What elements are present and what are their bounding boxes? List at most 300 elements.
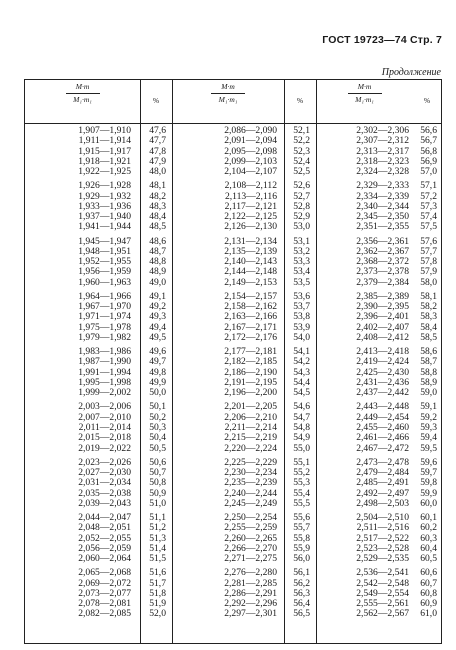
row-group: [175, 402, 277, 453]
percent-cell: 56,1: [293, 567, 310, 579]
ratio-range-cell: 2,069—2,072: [78, 577, 131, 589]
percent-cell: 49,8: [149, 366, 166, 378]
percent-cell: 53,5: [293, 276, 310, 288]
ratio-range-cell: 1,956—1,959: [78, 266, 131, 278]
percent-cell: 59,7: [420, 466, 437, 478]
ratio-range-cell: 1,952—1,955: [78, 256, 131, 268]
ratio-range-cell: 2,555—2,561: [356, 598, 409, 610]
percent-cell: 50,6: [149, 456, 166, 468]
ratio-range-cell: 2,048—2,051: [78, 522, 131, 534]
percent-header: %: [423, 96, 431, 105]
percent-cell: 56,9: [420, 155, 437, 167]
ratio-range-cell: 2,019—2,022: [78, 442, 131, 454]
row-group: [284, 568, 310, 619]
row-group: [319, 458, 409, 509]
ratio-range-cell: 2,144—2,148: [224, 266, 277, 278]
percent-cell: 48,3: [149, 200, 166, 212]
ratio-range-cell: 2,073—2,077: [78, 587, 131, 599]
header-divider: [25, 123, 441, 124]
ratio-header-top: M·m: [221, 82, 235, 91]
percent-column: [284, 126, 310, 624]
percent-cell: 54,6: [293, 401, 310, 413]
ratio-range-cell: 2,498—2,503: [356, 497, 409, 509]
percent-cell: 52,3: [293, 145, 310, 157]
row-group: [140, 568, 166, 619]
row-group: [175, 513, 277, 564]
ratio-range-cell: 2,467—2,472: [356, 442, 409, 454]
ratio-range-cell: 2,104—2,107: [224, 166, 277, 178]
percent-cell: 48,8: [149, 256, 166, 268]
row-group: [175, 126, 277, 177]
ratio-range-cell: 2,220—2,224: [224, 442, 277, 454]
ratio-range-cell: 2,368—2,372: [356, 256, 409, 268]
row-group: [319, 568, 409, 619]
percent-cell: 55,8: [293, 532, 310, 544]
range-column: [175, 126, 277, 624]
row-group: [140, 181, 166, 232]
ratio-range-cell: 2,158—2,162: [224, 301, 277, 313]
ratio-range-cell: 1,926—1,928: [78, 180, 131, 192]
percent-cell: 49,2: [149, 301, 166, 313]
percent-cell: 57,5: [420, 221, 437, 233]
row-group: [140, 347, 166, 398]
ratio-range-cell: 2,206—2,210: [224, 411, 277, 423]
row-group: [140, 402, 166, 453]
ratio-range-cell: 2,131—2,134: [224, 235, 277, 247]
percent-cell: 56,7: [420, 135, 437, 147]
ratio-range-cell: 1,907—1,910: [78, 125, 131, 136]
ratio-range-cell: 2,408—2,412: [356, 332, 409, 344]
percent-cell: 53,7: [293, 301, 310, 313]
row-group: [27, 458, 131, 509]
ratio-range-cell: 1,948—1,951: [78, 245, 131, 257]
row-group: [27, 568, 131, 619]
percent-cell: 50,2: [149, 411, 166, 423]
column-divider: [172, 80, 173, 643]
row-group: [175, 568, 277, 619]
ratio-range-cell: 2,182—2,185: [224, 356, 277, 368]
row-group: [413, 181, 437, 232]
percent-cell: 59,2: [420, 411, 437, 423]
percent-cell: 51,9: [149, 598, 166, 610]
percent-cell: 53,1: [293, 235, 310, 247]
percent-cell: 56,2: [293, 577, 310, 589]
percent-header: %: [152, 96, 160, 105]
ratio-range-cell: 2,140—2,143: [224, 256, 277, 268]
percent-cell: 55,6: [293, 511, 310, 523]
row-group: [413, 347, 437, 398]
row-group: [27, 181, 131, 232]
percent-cell: 57,0: [420, 166, 437, 178]
ratio-header: [172, 83, 284, 103]
percent-cell: 53,9: [293, 321, 310, 333]
percent-cell: 50,5: [149, 442, 166, 454]
row-group: [284, 126, 310, 177]
ratio-range-cell: 2,271—2,275: [224, 553, 277, 565]
ratio-range-cell: 2,479—2,484: [356, 466, 409, 478]
ratio-range-cell: 2,201—2,205: [224, 401, 277, 413]
percent-cell: 53,3: [293, 256, 310, 268]
percent-cell: 60,7: [420, 577, 437, 589]
percent-cell: 56,5: [293, 608, 310, 620]
ratio-range-cell: 1,983—1,986: [78, 346, 131, 358]
ratio-range-cell: 1,964—1,966: [78, 290, 131, 302]
percent-cell: 48,2: [149, 190, 166, 202]
ratio-range-cell: 2,542—2,548: [356, 577, 409, 589]
percent-cell: 58,2: [420, 301, 437, 313]
percent-cell: 55,0: [293, 442, 310, 454]
percent-cell: 49,3: [149, 311, 166, 323]
ratio-range-cell: 2,099—2,103: [224, 155, 277, 167]
ratio-range-cell: 2,039—2,043: [78, 497, 131, 509]
percent-cell: 52,9: [293, 211, 310, 223]
row-group: [319, 126, 409, 177]
row-group: [175, 347, 277, 398]
ratio-range-cell: 2,154—2,157: [224, 290, 277, 302]
ratio-range-cell: 2,211—2,214: [224, 422, 277, 433]
percent-cell: 52,5: [293, 166, 310, 178]
ratio-range-cell: 1,991—1,994: [78, 366, 131, 378]
percent-cell: 53,8: [293, 311, 310, 323]
ratio-range-cell: 2,419—2,424: [356, 356, 409, 368]
percent-cell: 58,0: [420, 276, 437, 288]
ratio-range-cell: 2,523—2,528: [356, 542, 409, 554]
ratio-range-cell: 2,297—2,301: [224, 608, 277, 620]
percent-cell: 58,3: [420, 311, 437, 323]
ratio-range-cell: 2,281—2,285: [224, 577, 277, 589]
ratio-range-cell: 2,035—2,038: [78, 487, 131, 499]
percent-header: %: [296, 96, 304, 105]
percent-cell: 58,7: [420, 356, 437, 368]
ratio-range-cell: 2,245—2,249: [224, 497, 277, 509]
ratio-range-cell: 2,225—2,229: [224, 456, 277, 468]
ratio-range-cell: 2,302—2,306: [356, 125, 409, 136]
row-group: [27, 402, 131, 453]
percent-cell: 57,9: [420, 266, 437, 278]
ratio-range-cell: 1,967—1,970: [78, 301, 131, 313]
ratio-range-cell: 2,122—2,125: [224, 211, 277, 223]
percent-cell: 54,4: [293, 377, 310, 389]
ratio-range-cell: 1,995—1,998: [78, 377, 131, 389]
ratio-range-cell: 2,373—2,378: [356, 266, 409, 278]
conversion-table: [24, 79, 442, 644]
percent-cell: 50,9: [149, 487, 166, 499]
ratio-range-cell: 2,015—2,018: [78, 432, 131, 444]
percent-cell: 52,8: [293, 200, 310, 212]
percent-cell: 57,4: [420, 211, 437, 223]
percent-cell: 60,4: [420, 542, 437, 554]
range-column: [27, 126, 131, 624]
percent-cell: 57,1: [420, 180, 437, 192]
ratio-range-cell: 1,918—1,921: [78, 155, 131, 167]
percent-cell: 48,1: [149, 180, 166, 192]
percent-cell: 60,6: [420, 567, 437, 579]
percent-cell: 59,6: [420, 456, 437, 468]
row-group: [319, 513, 409, 564]
ratio-range-cell: 2,443—2,448: [356, 401, 409, 413]
ratio-range-cell: 2,126—2,130: [224, 221, 277, 233]
ratio-range-cell: 2,449—2,454: [356, 411, 409, 423]
continuation-label: Продолжение: [381, 67, 441, 78]
percent-cell: 54,0: [293, 332, 310, 344]
percent-cell: 58,4: [420, 321, 437, 333]
percent-cell: 50,3: [149, 422, 166, 433]
row-group: [284, 402, 310, 453]
row-group: [413, 513, 437, 564]
ratio-range-cell: 2,255—2,259: [224, 522, 277, 534]
ratio-range-cell: 2,504—2,510: [356, 511, 409, 523]
percent-cell: 49,5: [149, 332, 166, 344]
percent-cell: 59,0: [420, 387, 437, 399]
percent-cell: 50,8: [149, 477, 166, 489]
ratio-range-cell: 2,196—2,200: [224, 387, 277, 399]
ratio-range-cell: 2,413—2,418: [356, 346, 409, 358]
ratio-range-cell: 2,286—2,291: [224, 587, 277, 599]
row-group: [175, 458, 277, 509]
percent-cell: 58,6: [420, 346, 437, 358]
ratio-range-cell: 2,260—2,265: [224, 532, 277, 544]
percent-cell: 56,8: [420, 145, 437, 157]
percent-cell: 56,6: [420, 125, 437, 136]
percent-cell: 58,9: [420, 377, 437, 389]
percent-cell: 54,9: [293, 432, 310, 444]
percent-cell: 48,5: [149, 221, 166, 233]
ratio-range-cell: 2,163—2,166: [224, 311, 277, 323]
ratio-range-cell: 2,356—2,361: [356, 235, 409, 247]
ratio-range-cell: 2,307—2,312: [356, 135, 409, 147]
percent-cell: 50,7: [149, 466, 166, 478]
percent-cell: 47,7: [149, 135, 166, 147]
ratio-header: [316, 83, 413, 103]
percent-cell: 61,0: [420, 608, 437, 620]
percent-cell: 49,6: [149, 346, 166, 358]
ratio-range-cell: 1,915—1,917: [78, 145, 131, 157]
row-group: [319, 402, 409, 453]
percent-cell: 55,1: [293, 456, 310, 468]
percent-cell: 51,7: [149, 577, 166, 589]
ratio-range-cell: 2,023—2,026: [78, 456, 131, 468]
row-group: [413, 458, 437, 509]
row-group: [140, 292, 166, 343]
ratio-range-cell: 2,086—2,090: [224, 125, 277, 136]
ratio-range-cell: 2,240—2,244: [224, 487, 277, 499]
percent-cell: 52,6: [293, 180, 310, 192]
ratio-range-cell: 2,362—2,367: [356, 245, 409, 257]
document-header: ГОСТ 19723—74 Стр. 7: [322, 34, 442, 46]
ratio-range-cell: 2,215—2,219: [224, 432, 277, 444]
percent-cell: 57,7: [420, 245, 437, 257]
percent-cell: 54,5: [293, 387, 310, 399]
row-group: [175, 292, 277, 343]
ratio-range-cell: 1,937—1,940: [78, 211, 131, 223]
percent-cell: 47,9: [149, 155, 166, 167]
percent-cell: 51,1: [149, 511, 166, 523]
ratio-range-cell: 2,485—2,491: [356, 477, 409, 489]
percent-cell: 57,3: [420, 200, 437, 212]
ratio-range-cell: 2,318—2,323: [356, 155, 409, 167]
ratio-range-cell: 2,425—2,430: [356, 366, 409, 378]
ratio-range-cell: 2,461—2,466: [356, 432, 409, 444]
row-group: [284, 181, 310, 232]
percent-cell: 55,3: [293, 477, 310, 489]
row-group: [284, 292, 310, 343]
row-group: [284, 458, 310, 509]
ratio-range-cell: 2,492—2,497: [356, 487, 409, 499]
ratio-range-cell: 2,060—2,064: [78, 553, 131, 565]
ratio-range-cell: 2,549—2,554: [356, 587, 409, 599]
percent-cell: 50,4: [149, 432, 166, 444]
row-group: [140, 458, 166, 509]
percent-cell: 59,4: [420, 432, 437, 444]
ratio-range-cell: 2,351—2,355: [356, 221, 409, 233]
ratio-range-cell: 2,345—2,350: [356, 211, 409, 223]
ratio-range-cell: 2,172—2,176: [224, 332, 277, 344]
ratio-range-cell: 2,191—2,195: [224, 377, 277, 389]
ratio-range-cell: 2,186—2,190: [224, 366, 277, 378]
ratio-range-cell: 2,562—2,567: [356, 608, 409, 620]
percent-cell: 55,7: [293, 522, 310, 534]
ratio-range-cell: 1,933—1,936: [78, 200, 131, 212]
ratio-range-cell: 1,971—1,974: [78, 311, 131, 323]
ratio-range-cell: 1,922—1,925: [78, 166, 131, 178]
ratio-range-cell: 2,091—2,094: [224, 135, 277, 147]
percent-cell: 47,8: [149, 145, 166, 157]
percent-cell: 60,3: [420, 532, 437, 544]
percent-cell: 55,9: [293, 542, 310, 554]
ratio-range-cell: 2,334—2,339: [356, 190, 409, 202]
ratio-range-cell: 1,979—1,982: [78, 332, 131, 344]
ratio-range-cell: 2,113—2,116: [224, 190, 277, 202]
ratio-range-cell: 1,999—2,002: [78, 387, 131, 399]
ratio-range-cell: 2,379—2,384: [356, 276, 409, 288]
percent-cell: 59,8: [420, 477, 437, 489]
percent-cell: 51,3: [149, 532, 166, 544]
row-group: [284, 347, 310, 398]
ratio-range-cell: 1,929—1,932: [78, 190, 131, 202]
percent-cell: 59,9: [420, 487, 437, 499]
percent-cell: 56,3: [293, 587, 310, 599]
ratio-range-cell: 2,266—2,270: [224, 542, 277, 554]
ratio-range-cell: 2,517—2,522: [356, 532, 409, 544]
ratio-range-cell: 2,402—2,407: [356, 321, 409, 333]
ratio-header-top: M·m: [75, 82, 90, 91]
ratio-range-cell: 2,056—2,059: [78, 542, 131, 554]
ratio-range-cell: 2,536—2,541: [356, 567, 409, 579]
percent-cell: 48,7: [149, 245, 166, 257]
row-group: [413, 126, 437, 177]
row-group: [413, 237, 437, 288]
ratio-range-cell: 2,052—2,055: [78, 532, 131, 544]
percent-cell: 55,5: [293, 497, 310, 509]
ratio-range-cell: 2,473—2,478: [356, 456, 409, 468]
ratio-range-cell: 2,235—2,239: [224, 477, 277, 489]
percent-cell: 54,8: [293, 422, 310, 433]
row-group: [319, 181, 409, 232]
ratio-range-cell: 1,960—1,963: [78, 276, 131, 288]
percent-cell: 56,4: [293, 598, 310, 610]
percent-cell: 49,0: [149, 276, 166, 288]
percent-cell: 51,8: [149, 587, 166, 599]
ratio-range-cell: 2,011—2,014: [78, 422, 131, 433]
ratio-range-cell: 2,431—2,436: [356, 377, 409, 389]
percent-cell: 51,2: [149, 522, 166, 534]
percent-cell: 51,0: [149, 497, 166, 509]
ratio-range-cell: 2,167—2,171: [224, 321, 277, 333]
ratio-range-cell: 2,324—2,328: [356, 166, 409, 178]
percent-cell: 60,2: [420, 522, 437, 534]
percent-cell: 54,3: [293, 366, 310, 378]
ratio-range-cell: 2,007—2,010: [78, 411, 131, 423]
row-group: [140, 513, 166, 564]
percent-cell: 48,6: [149, 235, 166, 247]
ratio-range-cell: 2,027—2,030: [78, 466, 131, 478]
ratio-range-cell: 2,292—2,296: [224, 598, 277, 610]
row-group: [175, 237, 277, 288]
percent-cell: 52,0: [149, 608, 166, 620]
ratio-range-cell: 2,065—2,068: [78, 567, 131, 579]
percent-cell: 53,0: [293, 221, 310, 233]
percent-cell: 57,6: [420, 235, 437, 247]
percent-cell: 48,9: [149, 266, 166, 278]
percent-cell: 50,0: [149, 387, 166, 399]
percent-cell: 60,0: [420, 497, 437, 509]
ratio-range-cell: 2,396—2,401: [356, 311, 409, 323]
percent-cell: 55,2: [293, 466, 310, 478]
percent-cell: 49,7: [149, 356, 166, 368]
percent-cell: 54,2: [293, 356, 310, 368]
ratio-header-top: M·m: [357, 82, 372, 91]
row-group: [27, 292, 131, 343]
ratio-range-cell: 2,329—2,333: [356, 180, 409, 192]
percent-cell: 59,5: [420, 442, 437, 454]
percent-column: [413, 126, 437, 624]
percent-cell: 58,8: [420, 366, 437, 378]
percent-cell: 47,6: [149, 125, 166, 136]
ratio-range-cell: 2,340—2,344: [356, 200, 409, 212]
ratio-range-cell: 2,082—2,085: [78, 608, 131, 620]
percent-cell: 54,7: [293, 411, 310, 423]
ratio-header-bottom: M₁·m₁: [218, 94, 238, 104]
row-group: [284, 513, 310, 564]
ratio-header-bottom: M₁·m₁: [73, 94, 92, 104]
ratio-range-cell: 2,276—2,280: [224, 567, 277, 579]
ratio-range-cell: 2,031—2,034: [78, 477, 131, 489]
ratio-range-cell: 2,313—2,317: [356, 145, 409, 157]
percent-column: [140, 126, 166, 624]
ratio-range-cell: 2,390—2,395: [356, 301, 409, 313]
row-group: [140, 126, 166, 177]
percent-cell: 48,0: [149, 166, 166, 178]
ratio-range-cell: 2,511—2,516: [356, 522, 409, 534]
row-group: [27, 513, 131, 564]
row-group: [27, 347, 131, 398]
percent-cell: 53,2: [293, 245, 310, 257]
percent-cell: 56,0: [293, 553, 310, 565]
row-group: [413, 568, 437, 619]
percent-cell: 57,2: [420, 190, 437, 202]
ratio-range-cell: 2,437—2,442: [356, 387, 409, 399]
percent-cell: 60,9: [420, 598, 437, 610]
ratio-range-cell: 2,250—2,254: [224, 511, 277, 523]
percent-cell: 49,4: [149, 321, 166, 333]
percent-cell: 48,4: [149, 211, 166, 223]
percent-cell: 51,5: [149, 553, 166, 565]
row-group: [27, 237, 131, 288]
ratio-range-cell: 2,108—2,112: [224, 180, 277, 192]
percent-cell: 52,4: [293, 155, 310, 167]
ratio-range-cell: 2,003—2,006: [78, 401, 131, 413]
column-divider: [316, 80, 317, 643]
